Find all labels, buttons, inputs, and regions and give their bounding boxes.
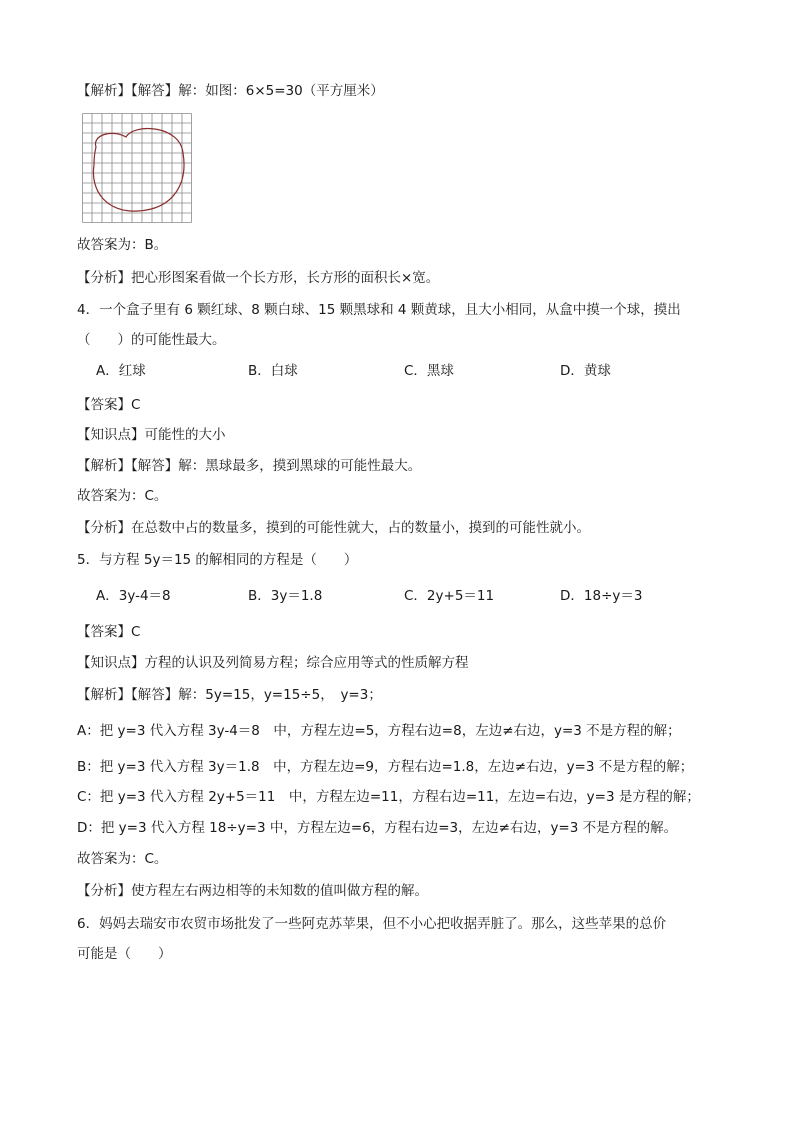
q5-knowledge: 【知识点】方程的认识及列简易方程；综合应用等式的性质解方程 (77, 655, 469, 671)
q5-check-b: B：把 y=3 代入方程 3y＝1.8 中，方程左边=9，方程右边=1.8，左边≠右边，y=3 不是方程的解； (77, 759, 694, 775)
q4-result: 故答案为：C。 (77, 488, 168, 504)
q4-option-d: D．黄球 (560, 363, 611, 379)
q3-result: 故答案为：B。 (77, 237, 168, 253)
q6-stem-1: 6．妈妈去瑞安市农贸市场批发了一些阿克苏苹果，但不小心把收据弄脏了。那么，这些苹果的总价 (77, 916, 667, 932)
q5-check-d: D：把 y=3 代入方程 18÷y=3 中，方程左边=6，方程右边=3，左边≠右边，y=3 不是方程的解。 (77, 820, 678, 836)
q3-analysis-line: 【解析】【解答】解：如图：6×5=30（平方厘米） (77, 83, 384, 99)
q4-stem-2: （ ）的可能性最大。 (77, 332, 226, 348)
q5-stem: 5．与方程 5y＝15 的解相同的方程是（ ） (77, 552, 358, 568)
q3-note: 【分析】把心形图案看做一个长方形，长方形的面积长×宽。 (77, 270, 440, 286)
q5-option-c: C．2y+5＝11 (404, 588, 495, 604)
q5-option-a: A．3y-4＝8 (96, 588, 171, 604)
q5-check-a: A：把 y=3 代入方程 3y-4＝8 中，方程左边=5，方程右边=8，左边≠右边，y=3 不是方程的解； (77, 723, 681, 739)
q4-stem-1: 4．一个盒子里有 6 颗红球、8 颗白球、15 颗黑球和 4 颗黄球，且大小相同，从盒中摸一个球，摸出 (77, 302, 681, 318)
q4-analysis: 【解析】【解答】解：黑球最多，摸到黑球的可能性最大。 (77, 458, 422, 474)
q6-stem-2: 可能是（ ） (77, 946, 172, 962)
q4-knowledge: 【知识点】可能性的大小 (77, 427, 226, 443)
q5-option-d: D．18÷y＝3 (560, 588, 643, 604)
q4-note: 【分析】在总数中占的数量多，摸到的可能性就大，占的数量小，摸到的可能性就小。 (77, 520, 590, 536)
heart-shape (93, 129, 184, 212)
q4-option-a: A．红球 (96, 363, 146, 379)
q5-result: 故答案为：C。 (77, 851, 168, 867)
q4-option-c: C．黑球 (404, 363, 454, 379)
q5-note: 【分析】使方程左右两边相等的未知数的值叫做方程的解。 (77, 883, 428, 899)
q4-option-b: B．白球 (248, 363, 298, 379)
q5-check-c: C：把 y=3 代入方程 2y+5＝11 中，方程左边=11，方程右边=11，左边=右边，y=3 是方程的解； (77, 789, 700, 805)
q5-answer: 【答案】C (77, 624, 141, 640)
q5-option-b: B．3y＝1.8 (248, 588, 323, 604)
heart-grid-figure (82, 113, 192, 223)
q5-analysis: 【解析】【解答】解：5y=15，y=15÷5， y=3； (77, 687, 382, 703)
q4-answer: 【答案】C (77, 397, 141, 413)
